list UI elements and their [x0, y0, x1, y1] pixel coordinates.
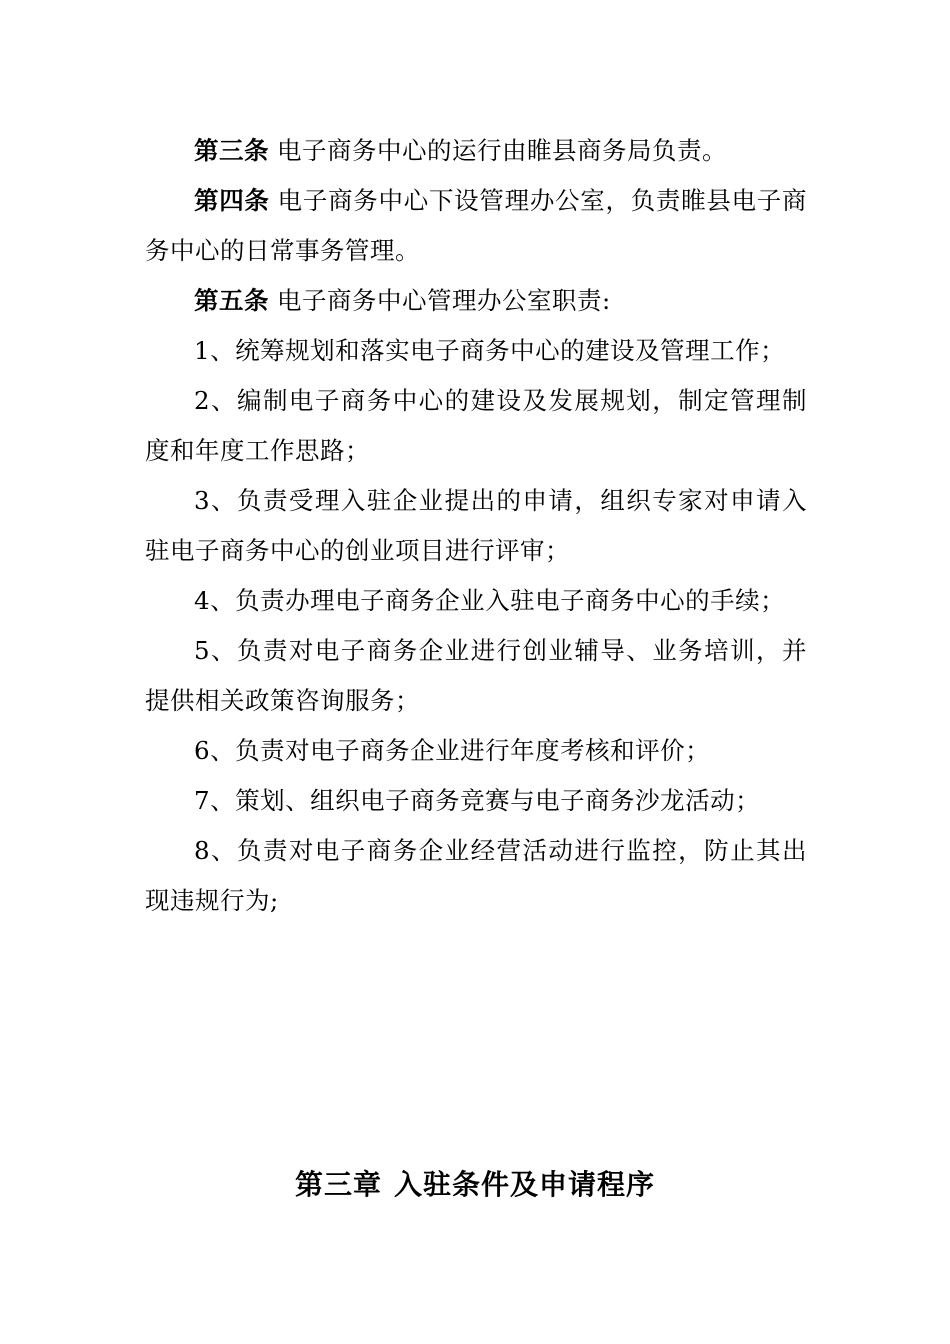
article-label: 第四条	[194, 186, 270, 215]
article-label: 第五条	[194, 286, 269, 315]
duty-item: 3、负责受理入驻企业提出的申请，组织专家对申请入驻电子商务中心的创业项目进行评审；	[145, 486, 807, 565]
article-5	[145, 276, 807, 326]
chapter-title: 入驻条件及申请程序	[394, 1168, 656, 1201]
duty-item: 5、负责对电子商务企业进行创业辅导、业务培训，并提供相关政策咨询服务；	[145, 636, 807, 715]
article-3	[145, 126, 807, 176]
duty-item: 8、负责对电子商务企业经营活动进行监控，防止其出现违规行为;	[145, 836, 807, 915]
duty-item: 2、编制电子商务中心的建设及发展规划，制定管理制度和年度工作思路；	[145, 386, 807, 465]
article-text: 电子商务中心下设管理办公室，负责睢县电子商务中心的日常事务管理。	[145, 186, 808, 265]
article-4	[145, 176, 807, 276]
duty-item: 6、负责对电子商务企业进行年度考核和评价；	[194, 736, 711, 765]
duty-item: 7、策划、组织电子商务竞赛与电子商务沙龙活动；	[194, 786, 761, 815]
article-text: 电子商务中心管理办公室职责:	[277, 286, 611, 315]
document-body	[145, 126, 807, 926]
article-label: 第三条	[194, 136, 269, 165]
chapter-heading	[0, 1163, 950, 1203]
article-text: 电子商务中心的运行由睢县商务局负责。	[277, 136, 727, 165]
duty-item: 1、统筹规划和落实电子商务中心的建设及管理工作；	[194, 336, 786, 365]
duty-item: 4、负责办理电子商务企业入驻电子商务中心的手续；	[194, 586, 786, 615]
chapter-number: 第三章	[294, 1168, 382, 1201]
